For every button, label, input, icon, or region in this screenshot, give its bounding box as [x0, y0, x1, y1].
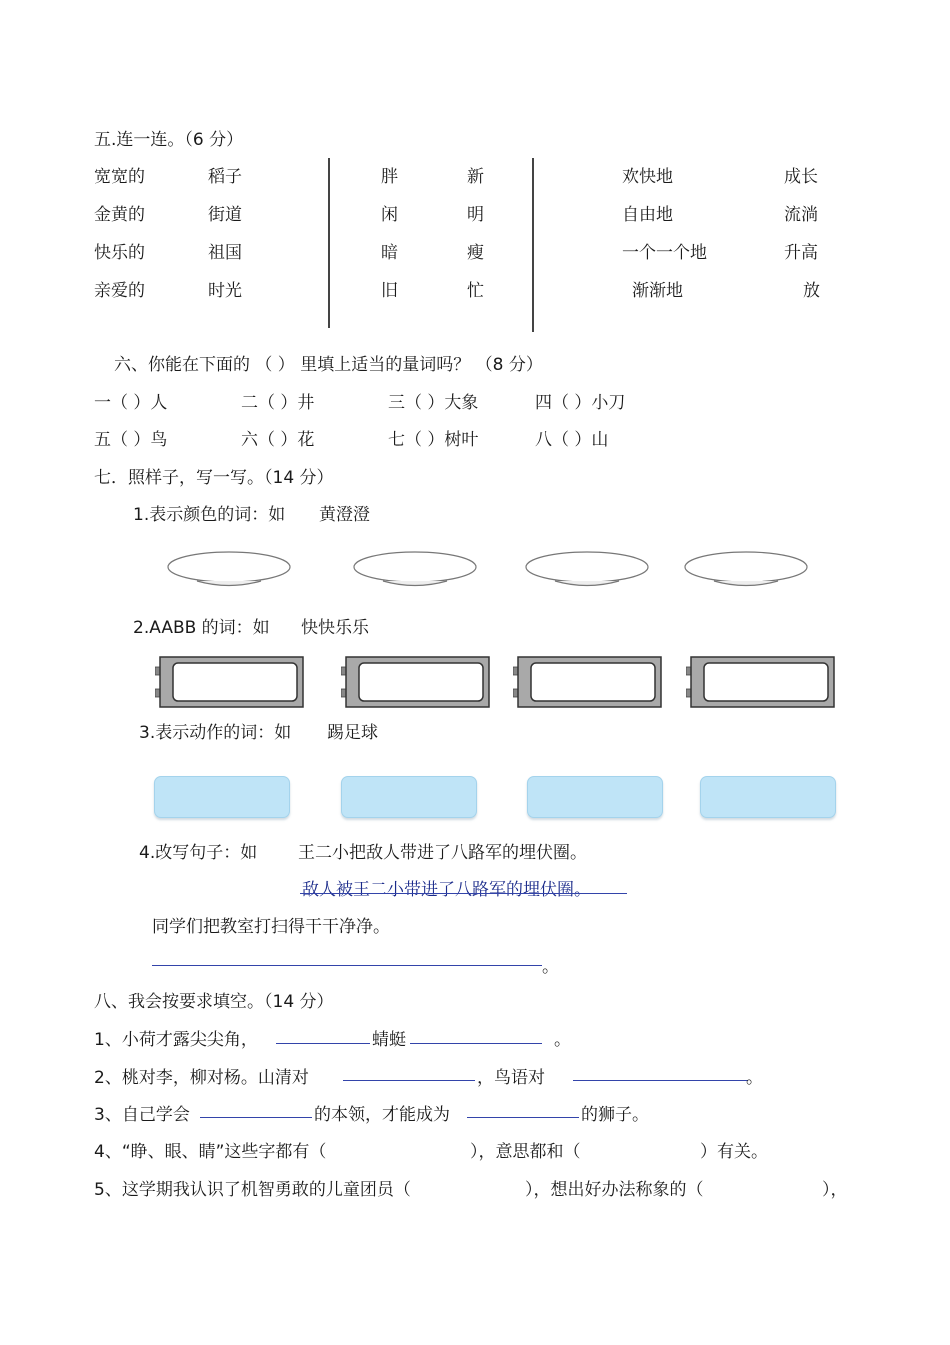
frame-answer-box[interactable]: [513, 655, 663, 709]
fill-text: ），意思都和（: [470, 1142, 581, 1162]
measure-word-item: 五（ ）鸟: [94, 430, 168, 450]
q4-example-answer: 敌人被王二小带进了八路军的埋伏圈。: [302, 880, 591, 900]
q4-task-sentence: 同学们把教室打扫得干干净净。: [152, 917, 390, 937]
word-left: 一个一个地: [622, 243, 707, 263]
measure-word-item: 二（ ）井: [241, 393, 315, 413]
word-left: 金黄的: [94, 205, 145, 225]
divider-line: [532, 158, 534, 332]
word-left: 旧: [381, 281, 398, 301]
word-right: 时光: [208, 281, 242, 301]
plate-answer-box[interactable]: [167, 550, 291, 588]
word-right: 放: [803, 281, 820, 301]
cloud-answer-box[interactable]: [700, 776, 836, 818]
word-left: 自由地: [622, 205, 673, 225]
word-right: 新: [467, 167, 484, 187]
section7-title: 七．照样子，写一写。（14 分）: [94, 468, 334, 488]
fill-text: 1、小荷才露尖尖角，: [94, 1030, 258, 1050]
word-right: 瘦: [467, 243, 484, 263]
word-right: 升高: [784, 243, 818, 263]
word-left: 快乐的: [94, 243, 145, 263]
fill-text: 的狮子。: [581, 1105, 649, 1125]
fill-text: 4、“睁、眼、睛”这些字都有（: [94, 1142, 327, 1162]
q2-example: 快快乐乐: [301, 618, 369, 638]
measure-word-item: 八（ ）山: [535, 430, 609, 450]
fill-text: 蜻蜓: [372, 1030, 406, 1050]
fill-text: 的本领，才能成为: [314, 1105, 450, 1125]
word-left: 胖: [381, 167, 398, 187]
fill-text: ），: [822, 1180, 848, 1200]
word-right: 流淌: [784, 205, 818, 225]
word-right: 明: [467, 205, 484, 225]
word-right: 祖国: [208, 243, 242, 263]
fill-text: 2、桃对李，柳对杨。山清对: [94, 1068, 309, 1088]
word-right: 稻子: [208, 167, 242, 187]
measure-word-item: 三（ ）大象: [388, 393, 479, 413]
section6-title: 六、你能在下面的 （ ） 里填上适当的量词吗？ （8 分）: [114, 355, 543, 375]
measure-word-item: 四（ ）小刀: [535, 393, 626, 413]
answer-blank[interactable]: [343, 1080, 475, 1081]
q3-example: 踢足球: [327, 723, 378, 743]
measure-word-item: 六（ ）花: [241, 430, 315, 450]
q1-example: 黄澄澄: [319, 505, 370, 525]
word-left: 宽宽的: [94, 167, 145, 187]
word-left: 亲爱的: [94, 281, 145, 301]
cloud-answer-box[interactable]: [154, 776, 290, 818]
section5-title: 五.连一连。（6 分）: [94, 130, 244, 150]
q4-example-sentence: 王二小把敌人带进了八路军的埋伏圈。: [298, 843, 587, 863]
answer-blank[interactable]: [200, 1117, 312, 1118]
answer-blank[interactable]: [573, 1080, 748, 1081]
measure-word-item: 七（ ）树叶: [388, 430, 479, 450]
measure-word-item: 一（ ）人: [94, 393, 168, 413]
fill-text: ）有关。: [700, 1142, 768, 1162]
divider-line: [328, 158, 330, 328]
fill-text: ，鸟语对: [477, 1068, 545, 1088]
plate-answer-box[interactable]: [684, 550, 808, 588]
fill-text: ），想出好办法称象的（: [525, 1180, 704, 1200]
word-right: 成长: [784, 167, 818, 187]
frame-answer-box[interactable]: [341, 655, 491, 709]
q3-label: 3.表示动作的词：如: [139, 723, 292, 743]
answer-blank[interactable]: [467, 1117, 579, 1118]
q1-label: 1.表示颜色的词：如: [133, 505, 286, 525]
fill-text: 5、这学期我认识了机智勇敢的儿童团员（: [94, 1180, 411, 1200]
q2-label: 2.AABB 的词：如: [133, 618, 270, 638]
plate-answer-box[interactable]: [353, 550, 477, 588]
fill-text: 。: [554, 1030, 571, 1050]
frame-answer-box[interactable]: [155, 655, 305, 709]
answer-blank[interactable]: [276, 1043, 370, 1044]
answer-blank[interactable]: [410, 1043, 542, 1044]
word-left: 暗: [381, 243, 398, 263]
fill-text: 3、自己学会: [94, 1105, 190, 1125]
word-right: 街道: [208, 205, 242, 225]
word-left: 渐渐地: [632, 281, 683, 301]
frame-answer-box[interactable]: [686, 655, 836, 709]
q4-label: 4.改写句子：如: [139, 843, 258, 863]
plate-answer-box[interactable]: [525, 550, 649, 588]
section8-title: 八、我会按要求填空。（14 分）: [94, 992, 334, 1012]
word-left: 闲: [381, 205, 398, 225]
word-left: 欢快地: [622, 167, 673, 187]
answer-blank[interactable]: [152, 965, 542, 966]
cloud-answer-box[interactable]: [527, 776, 663, 818]
cloud-answer-box[interactable]: [341, 776, 477, 818]
underline: [300, 893, 627, 894]
word-right: 忙: [467, 281, 484, 301]
sentence-end: 。: [542, 957, 559, 977]
fill-text: 。: [746, 1068, 763, 1088]
